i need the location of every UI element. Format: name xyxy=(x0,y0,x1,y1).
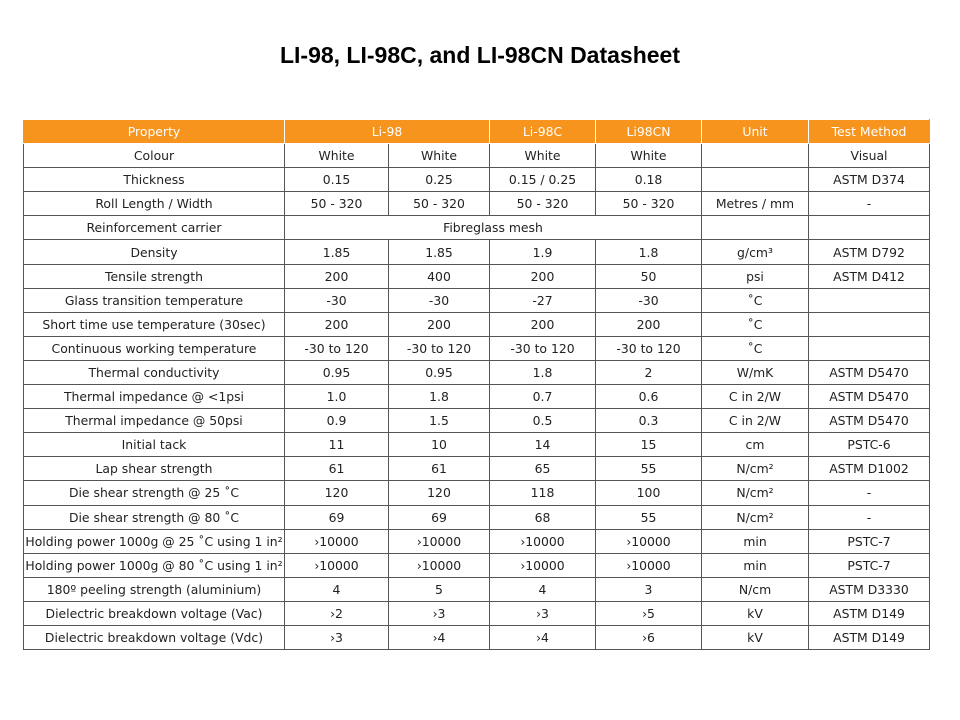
unit-cell: C in 2/W xyxy=(702,385,809,409)
value-li98c: 14 xyxy=(490,433,596,457)
value-li98cn: -30 xyxy=(596,288,702,312)
table-row xyxy=(24,577,930,601)
value-li98cn: 55 xyxy=(596,505,702,529)
test-method-cell xyxy=(809,288,930,312)
unit-cell: N/cm² xyxy=(702,481,809,505)
table-row xyxy=(24,529,930,553)
value-li98-a: 69 xyxy=(285,505,389,529)
value-li98-a: ›10000 xyxy=(285,529,389,553)
test-method-cell: Visual xyxy=(809,144,930,168)
test-method-cell: ASTM D412 xyxy=(809,264,930,288)
value-li98-a: 1.0 xyxy=(285,385,389,409)
value-li98c: 200 xyxy=(490,312,596,336)
datasheet-table xyxy=(23,119,930,650)
unit-cell xyxy=(702,168,809,192)
table-row xyxy=(24,601,930,625)
test-method-cell: PSTC-7 xyxy=(809,529,930,553)
value-li98c: -30 to 120 xyxy=(490,336,596,360)
value-li98c: 0.5 xyxy=(490,409,596,433)
value-li98-b: 10 xyxy=(389,433,490,457)
header-row xyxy=(24,120,930,144)
test-method-cell: ASTM D374 xyxy=(809,168,930,192)
value-li98-a: 200 xyxy=(285,312,389,336)
table-row xyxy=(24,336,930,360)
header-unit: Unit xyxy=(702,120,809,144)
value-li98-b: 50 - 320 xyxy=(389,192,490,216)
test-method-cell: - xyxy=(809,505,930,529)
header-test-method: Test Method xyxy=(809,120,930,144)
value-li98cn: 0.6 xyxy=(596,385,702,409)
table-row xyxy=(24,481,930,505)
value-li98cn: White xyxy=(596,144,702,168)
header-li98cn: Li98CN xyxy=(596,120,702,144)
test-method-cell: ASTM D792 xyxy=(809,240,930,264)
test-method-cell: ASTM D5470 xyxy=(809,360,930,384)
value-li98cn: 200 xyxy=(596,312,702,336)
unit-cell: W/mK xyxy=(702,360,809,384)
value-li98cn: 50 xyxy=(596,264,702,288)
value-li98-b: ›3 xyxy=(389,601,490,625)
value-li98-b: 200 xyxy=(389,312,490,336)
table-row xyxy=(24,264,930,288)
unit-cell: ˚C xyxy=(702,312,809,336)
property-label: Short time use temperature (30sec) xyxy=(24,312,285,336)
value-li98cn: 3 xyxy=(596,577,702,601)
table-row xyxy=(24,385,930,409)
value-li98-b: 1.85 xyxy=(389,240,490,264)
value-li98cn: 1.8 xyxy=(596,240,702,264)
value-li98c: 0.7 xyxy=(490,385,596,409)
value-li98c: 118 xyxy=(490,481,596,505)
value-li98-b: 69 xyxy=(389,505,490,529)
unit-cell: ˚C xyxy=(702,336,809,360)
value-li98-a: 11 xyxy=(285,433,389,457)
value-li98-b: 0.25 xyxy=(389,168,490,192)
property-label: Reinforcement carrier xyxy=(24,216,285,240)
value-li98-b: -30 xyxy=(389,288,490,312)
table-row xyxy=(24,192,930,216)
unit-cell: N/cm² xyxy=(702,457,809,481)
value-li98-b: 0.95 xyxy=(389,360,490,384)
header-li98c: Li-98C xyxy=(490,120,596,144)
value-li98-a: ›10000 xyxy=(285,553,389,577)
property-label: Initial tack xyxy=(24,433,285,457)
value-li98-a: 0.9 xyxy=(285,409,389,433)
property-label: Dielectric breakdown voltage (Vac) xyxy=(24,601,285,625)
value-li98cn: ›10000 xyxy=(596,553,702,577)
unit-cell: Metres / mm xyxy=(702,192,809,216)
value-li98-b: 5 xyxy=(389,577,490,601)
property-label: Colour xyxy=(24,144,285,168)
value-li98c: White xyxy=(490,144,596,168)
value-li98-a: 61 xyxy=(285,457,389,481)
property-label: Density xyxy=(24,240,285,264)
property-label: Die shear strength @ 25 ˚C xyxy=(24,481,285,505)
property-label: Lap shear strength xyxy=(24,457,285,481)
merged-value-cell: Fibreglass mesh xyxy=(285,216,702,240)
value-li98c: 1.9 xyxy=(490,240,596,264)
unit-cell: ˚C xyxy=(702,288,809,312)
test-method-cell: ASTM D3330 xyxy=(809,577,930,601)
property-label: 180º peeling strength (aluminium) xyxy=(24,577,285,601)
property-label: Thermal impedance @ <1psi xyxy=(24,385,285,409)
property-label: Holding power 1000g @ 80 ˚C using 1 in² xyxy=(24,553,285,577)
table-row xyxy=(24,288,930,312)
table-row xyxy=(24,240,930,264)
property-label: Tensile strength xyxy=(24,264,285,288)
value-li98cn: 0.18 xyxy=(596,168,702,192)
table-row xyxy=(24,144,930,168)
unit-cell: psi xyxy=(702,264,809,288)
property-label: Roll Length / Width xyxy=(24,192,285,216)
value-li98-a: -30 to 120 xyxy=(285,336,389,360)
table-row xyxy=(24,168,930,192)
value-li98-b: 120 xyxy=(389,481,490,505)
value-li98-a: -30 xyxy=(285,288,389,312)
value-li98c: 68 xyxy=(490,505,596,529)
value-li98-a: 0.15 xyxy=(285,168,389,192)
test-method-cell: ASTM D5470 xyxy=(809,385,930,409)
value-li98-b: 400 xyxy=(389,264,490,288)
test-method-cell: ASTM D149 xyxy=(809,601,930,625)
unit-cell: C in 2/W xyxy=(702,409,809,433)
value-li98cn: 50 - 320 xyxy=(596,192,702,216)
test-method-cell xyxy=(809,216,930,240)
unit-cell: kV xyxy=(702,601,809,625)
test-method-cell: ASTM D1002 xyxy=(809,457,930,481)
value-li98-b: ›10000 xyxy=(389,529,490,553)
page-title: LI-98, LI-98C, and LI-98CN Datasheet xyxy=(279,42,681,68)
test-method-cell: PSTC-7 xyxy=(809,553,930,577)
test-method-cell: ASTM D149 xyxy=(809,625,930,649)
property-label: Continuous working temperature xyxy=(24,336,285,360)
value-li98-b: 1.8 xyxy=(389,385,490,409)
value-li98c: 65 xyxy=(490,457,596,481)
value-li98cn: 2 xyxy=(596,360,702,384)
value-li98-b: ›4 xyxy=(389,625,490,649)
test-method-cell: - xyxy=(809,481,930,505)
value-li98cn: 100 xyxy=(596,481,702,505)
property-label: Holding power 1000g @ 25 ˚C using 1 in² xyxy=(24,529,285,553)
unit-cell xyxy=(702,144,809,168)
test-method-cell xyxy=(809,312,930,336)
property-label: Thickness xyxy=(24,168,285,192)
value-li98cn: -30 to 120 xyxy=(596,336,702,360)
value-li98c: ›4 xyxy=(490,625,596,649)
unit-cell: N/cm xyxy=(702,577,809,601)
test-method-cell xyxy=(809,336,930,360)
value-li98-b: -30 to 120 xyxy=(389,336,490,360)
unit-cell: N/cm² xyxy=(702,505,809,529)
table-row xyxy=(24,409,930,433)
value-li98cn: 15 xyxy=(596,433,702,457)
value-li98cn: ›6 xyxy=(596,625,702,649)
value-li98cn: 0.3 xyxy=(596,409,702,433)
value-li98-a: 0.95 xyxy=(285,360,389,384)
property-label: Die shear strength @ 80 ˚C xyxy=(24,505,285,529)
value-li98cn: ›5 xyxy=(596,601,702,625)
test-method-cell: PSTC-6 xyxy=(809,433,930,457)
unit-cell xyxy=(702,216,809,240)
table-row xyxy=(24,360,930,384)
value-li98-b: White xyxy=(389,144,490,168)
unit-cell: kV xyxy=(702,625,809,649)
table-row xyxy=(24,505,930,529)
value-li98c: ›3 xyxy=(490,601,596,625)
value-li98-a: 50 - 320 xyxy=(285,192,389,216)
table-row xyxy=(24,312,930,336)
value-li98-a: 4 xyxy=(285,577,389,601)
unit-cell: cm xyxy=(702,433,809,457)
header-property: Property xyxy=(24,120,285,144)
property-label: Thermal conductivity xyxy=(24,360,285,384)
value-li98c: 1.8 xyxy=(490,360,596,384)
table-row xyxy=(24,433,930,457)
table-row xyxy=(24,553,930,577)
table-row xyxy=(24,457,930,481)
value-li98cn: ›10000 xyxy=(596,529,702,553)
test-method-cell: - xyxy=(809,192,930,216)
value-li98c: 0.15 / 0.25 xyxy=(490,168,596,192)
unit-cell: min xyxy=(702,529,809,553)
property-label: Glass transition temperature xyxy=(24,288,285,312)
value-li98-b: 1.5 xyxy=(389,409,490,433)
value-li98-a: ›3 xyxy=(285,625,389,649)
table-row xyxy=(24,625,930,649)
value-li98c: ›10000 xyxy=(490,529,596,553)
value-li98-b: 61 xyxy=(389,457,490,481)
value-li98c: 200 xyxy=(490,264,596,288)
unit-cell: g/cm³ xyxy=(702,240,809,264)
value-li98-a: 1.85 xyxy=(285,240,389,264)
value-li98c: 4 xyxy=(490,577,596,601)
unit-cell: min xyxy=(702,553,809,577)
value-li98c: -27 xyxy=(490,288,596,312)
property-label: Dielectric breakdown voltage (Vdc) xyxy=(24,625,285,649)
value-li98-a: 200 xyxy=(285,264,389,288)
test-method-cell: ASTM D5470 xyxy=(809,409,930,433)
value-li98-a: 120 xyxy=(285,481,389,505)
value-li98-a: ›2 xyxy=(285,601,389,625)
value-li98c: 50 - 320 xyxy=(490,192,596,216)
value-li98cn: 55 xyxy=(596,457,702,481)
value-li98-b: ›10000 xyxy=(389,553,490,577)
header-li98: Li-98 xyxy=(285,120,490,144)
value-li98-a: White xyxy=(285,144,389,168)
value-li98c: ›10000 xyxy=(490,553,596,577)
table-row xyxy=(24,216,930,240)
property-label: Thermal impedance @ 50psi xyxy=(24,409,285,433)
